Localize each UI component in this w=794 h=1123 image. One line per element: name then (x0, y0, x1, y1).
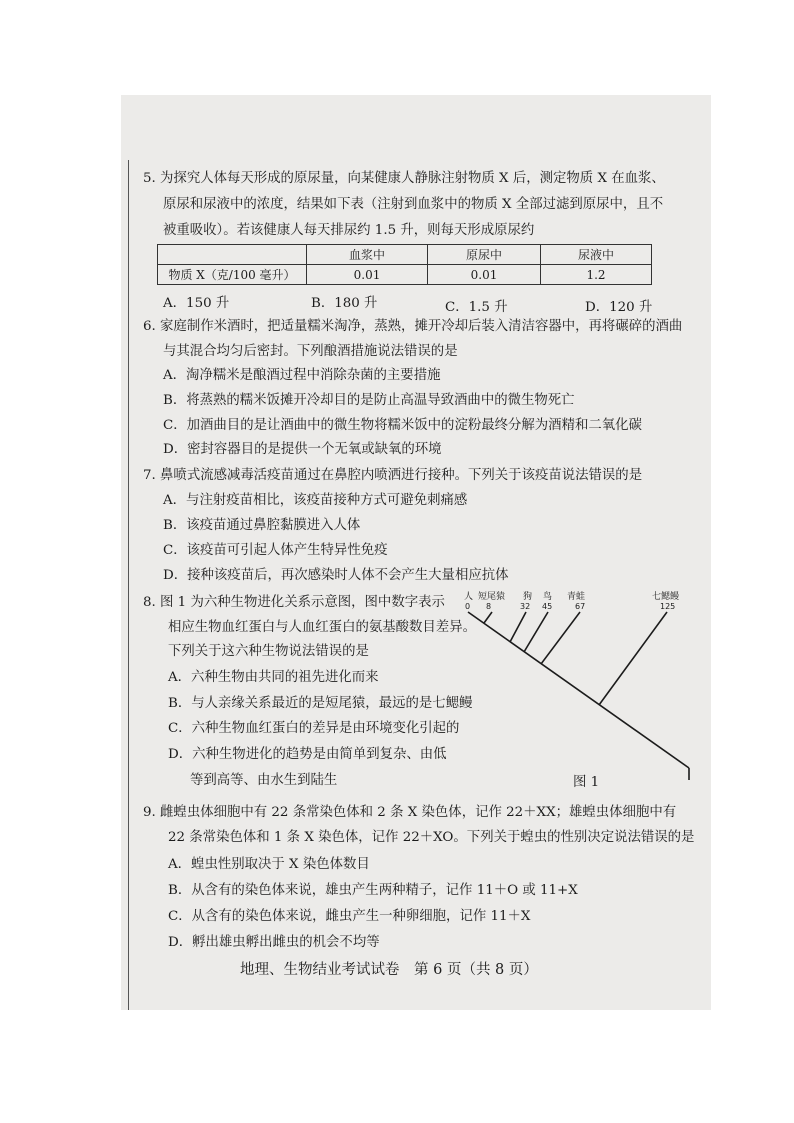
species-label-human: 人 (464, 592, 474, 602)
q8-option-a: A．六种生物由共同的祖先进化而来 (168, 670, 379, 685)
q7-option-d: D．接种该疫苗后，再次感染时人体不会产生大量相应抗体 (163, 568, 509, 583)
species-diff-macaque: 8 (486, 602, 492, 611)
q5-option-a: A．150 升 (163, 296, 230, 311)
table-header-row (158, 245, 652, 265)
tree-trunk-line (468, 612, 689, 768)
q8-stem-line3: 下列关于这六种生物说法错误的是 (168, 644, 369, 659)
q5-option-b: B．180 升 (311, 296, 378, 311)
species-label-dog: 狗 (523, 592, 533, 602)
q7-option-c: C．该疫苗可引起人体产生特异性免疫 (163, 543, 388, 558)
q5-option-d: D．120 升 (585, 300, 653, 315)
branch-dog (510, 612, 526, 642)
table-row-label: 物质 X（克/100 毫升） (158, 265, 307, 285)
table-header-cell: 血浆中 (307, 245, 428, 265)
q6-option-d: D．密封容器目的是提供一个无氧或缺氧的环境 (163, 442, 442, 457)
q5-option-c: C．1.5 升 (445, 300, 508, 315)
q7-option-a: A．与注射疫苗相比，该疫苗接种方式可避免刺痛感 (163, 493, 468, 508)
table-cell: 0.01 (428, 265, 541, 285)
species-label-lamprey: 七鳃鳗 (652, 592, 680, 602)
branch-macaque (484, 612, 492, 623)
table-row (158, 265, 652, 285)
species-diff-human: 0 (465, 602, 471, 611)
q5-data-table (157, 244, 652, 285)
q9-option-b: B．从含有的染色体来说，雄虫产生两种精子，记作 11＋O 或 11+X (168, 883, 578, 898)
q5-stem-line3: 被重吸收）。若该健康人每天排尿约 1.5 升，则每天形成原尿约 (163, 223, 535, 238)
q6-stem-line1: 6. 家庭制作米酒时，把适量糯米淘净，蒸熟，摊开冷却后装入清洁容器中，再将碾碎的酒曲 (143, 319, 683, 334)
q6-option-a: A．淘净糯米是酿酒过程中消除杂菌的主要措施 (163, 368, 441, 383)
q5-stem-line1: 5. 为探究人体每天形成的原尿量，向某健康人静脉注射物质 X 后，测定物质 X 在血浆、 (143, 171, 665, 186)
q6-option-b: B．将蒸熟的糯米饭摊开冷却目的是防止高温导致酒曲中的微生物死亡 (163, 393, 575, 408)
q9-stem-line1: 9. 雌蝗虫体细胞中有 22 条常染色体和 2 条 X 染色体，记作 22＋XX；雄蝗虫体细胞中有 (143, 805, 677, 820)
table-cell: 0.01 (307, 265, 428, 285)
q8-option-d-continued: 等到高等、由水生到陆生 (190, 773, 338, 788)
species-label-bird: 鸟 (543, 592, 553, 602)
table-header-cell: 尿液中 (541, 245, 652, 265)
species-diff-lamprey: 125 (660, 602, 676, 611)
q8-option-b: B．与人亲缘关系最近的是短尾猿，最远的是七鳃鳗 (168, 696, 473, 711)
q5-stem-line2: 原尿和尿液中的浓度，结果如下表（注射到血浆中的物质 X 全部过滤到原尿中，且不 (163, 197, 664, 212)
q9-option-d: D．孵出雄虫孵出雌虫的机会不均等 (168, 935, 380, 950)
q9-stem-line2: 22 条常染色体和 1 条 X 染色体，记作 22＋XO。下列关于蝗虫的性别决定说法错误的是 (168, 830, 695, 845)
margin-line (128, 160, 129, 1010)
evolution-tree-figure (460, 588, 700, 788)
q8-stem-line2: 相应生物血红蛋白与人血红蛋白的氨基酸数目差异。 (168, 620, 476, 635)
q7-stem-line1: 7. 鼻喷式流感减毒活疫苗通过在鼻腔内喷洒进行接种。下列关于该疫苗说法错误的是 (143, 468, 643, 483)
q8-option-d: D．六种生物进化的趋势是由简单到复杂、由低 (168, 747, 447, 762)
branch-frog (541, 612, 580, 664)
q9-option-c: C．从含有的染色体来说，雌虫产生一种卵细胞，记作 11＋X (168, 909, 531, 924)
table-cell: 1.2 (541, 265, 652, 285)
figure-caption: 图 1 (573, 775, 600, 790)
species-diff-dog: 32 (520, 602, 531, 611)
q6-stem-line2: 与其混合均匀后密封。下列酿酒措施说法错误的是 (163, 344, 458, 359)
q7-option-b: B．该疫苗通过鼻腔黏膜进入人体 (163, 518, 361, 533)
table-header-cell: 原尿中 (428, 245, 541, 265)
q8-stem-line1: 8. 图 1 为六种生物进化关系示意图，图中数字表示 (143, 595, 445, 610)
table-header-cell (158, 245, 307, 265)
species-label-frog: 青蛙 (567, 592, 586, 602)
species-label-macaque: 短尾猿 (478, 592, 506, 602)
tree-labels (464, 590, 679, 611)
q6-option-c: C．加酒曲目的是让酒曲中的微生物将糯米饭中的淀粉最终分解为酒精和二氧化碳 (163, 418, 642, 433)
species-diff-frog: 67 (575, 602, 586, 611)
species-diff-bird: 45 (542, 602, 553, 611)
branch-bird (524, 612, 548, 652)
q9-option-a: A．蝗虫性别取决于 X 染色体数目 (168, 857, 370, 872)
q8-option-c: C．六种生物血红蛋白的差异是由环境变化引起的 (168, 721, 460, 736)
branch-lamprey (599, 612, 667, 705)
page-footer: 地理、生物结业考试试卷 第 6 页（共 8 页） (240, 962, 538, 978)
tree-branches (468, 612, 689, 780)
